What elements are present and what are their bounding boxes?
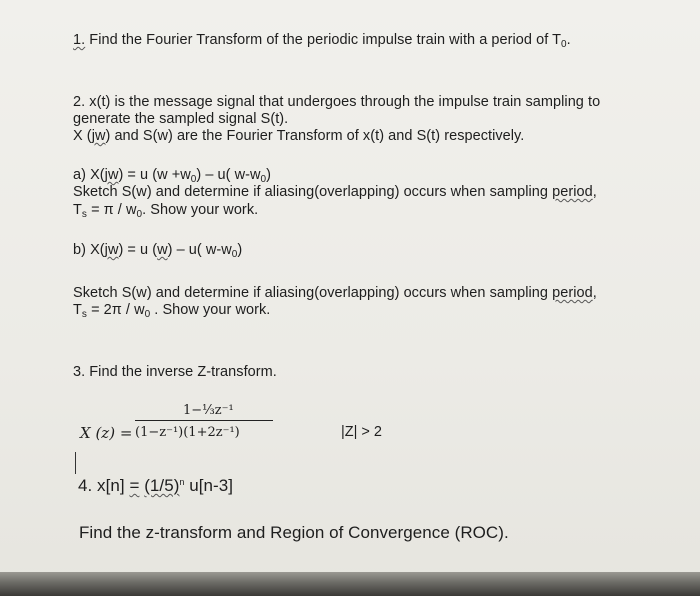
question-2b-sketch: Sketch S(w) and determine if aliasing(overlapping) occurs when sampling period, — [73, 285, 597, 301]
question-1: 1. Find the Fourier Transform of the periodic impulse train with a period of $T_0$. — [73, 32, 571, 50]
question-4-equation: 4. $x[n] = (1/5)^n$ u[n-3] — [78, 476, 234, 495]
question-2b-equation: b) X(jw) = u (w) – u( $w-w_0$) — [73, 242, 243, 260]
question-2a-sketch: Sketch S(w) and determine if aliasing(overlapping) occurs when sampling period, — [73, 184, 597, 200]
question-2a-equation: a) X(jw) = u $(w +w_0) - u$( $w-w_0$) — [73, 167, 272, 185]
question-2-line-3: X (jw) and S(w) are the Fourier Transform of x(t) and S(t) respectively. — [73, 128, 525, 144]
z-transform-fraction — [135, 398, 275, 446]
region-of-convergence: |Z| > 2 — [341, 424, 382, 440]
question-3-title: 3. Find the inverse Z-transform. — [73, 364, 277, 380]
fraction-bar — [135, 420, 273, 421]
fraction-denominator: (1−z⁻¹)(1+2z⁻¹) — [135, 425, 240, 440]
bottom-shadow — [0, 572, 700, 596]
question-2-line-2: generate the sampled signal S(t). — [73, 111, 289, 127]
question-2b-period: $T_s = 2\pi / w_0$ . Show your work. — [73, 302, 271, 320]
text-cursor — [75, 452, 76, 474]
question-4-prompt: Find the z-transform and Region of Convergence (ROC). — [79, 523, 509, 542]
fraction-numerator: 1−⅓z⁻¹ — [183, 403, 234, 418]
question-2-line-1: 2. x(t) is the message signal that undergoes through the impulse train sampling to — [73, 94, 601, 110]
z-transform-lhs: X (z) = — [80, 424, 133, 442]
question-2a-period: $T_s = \pi / w_0$. Show your work. — [73, 202, 259, 220]
